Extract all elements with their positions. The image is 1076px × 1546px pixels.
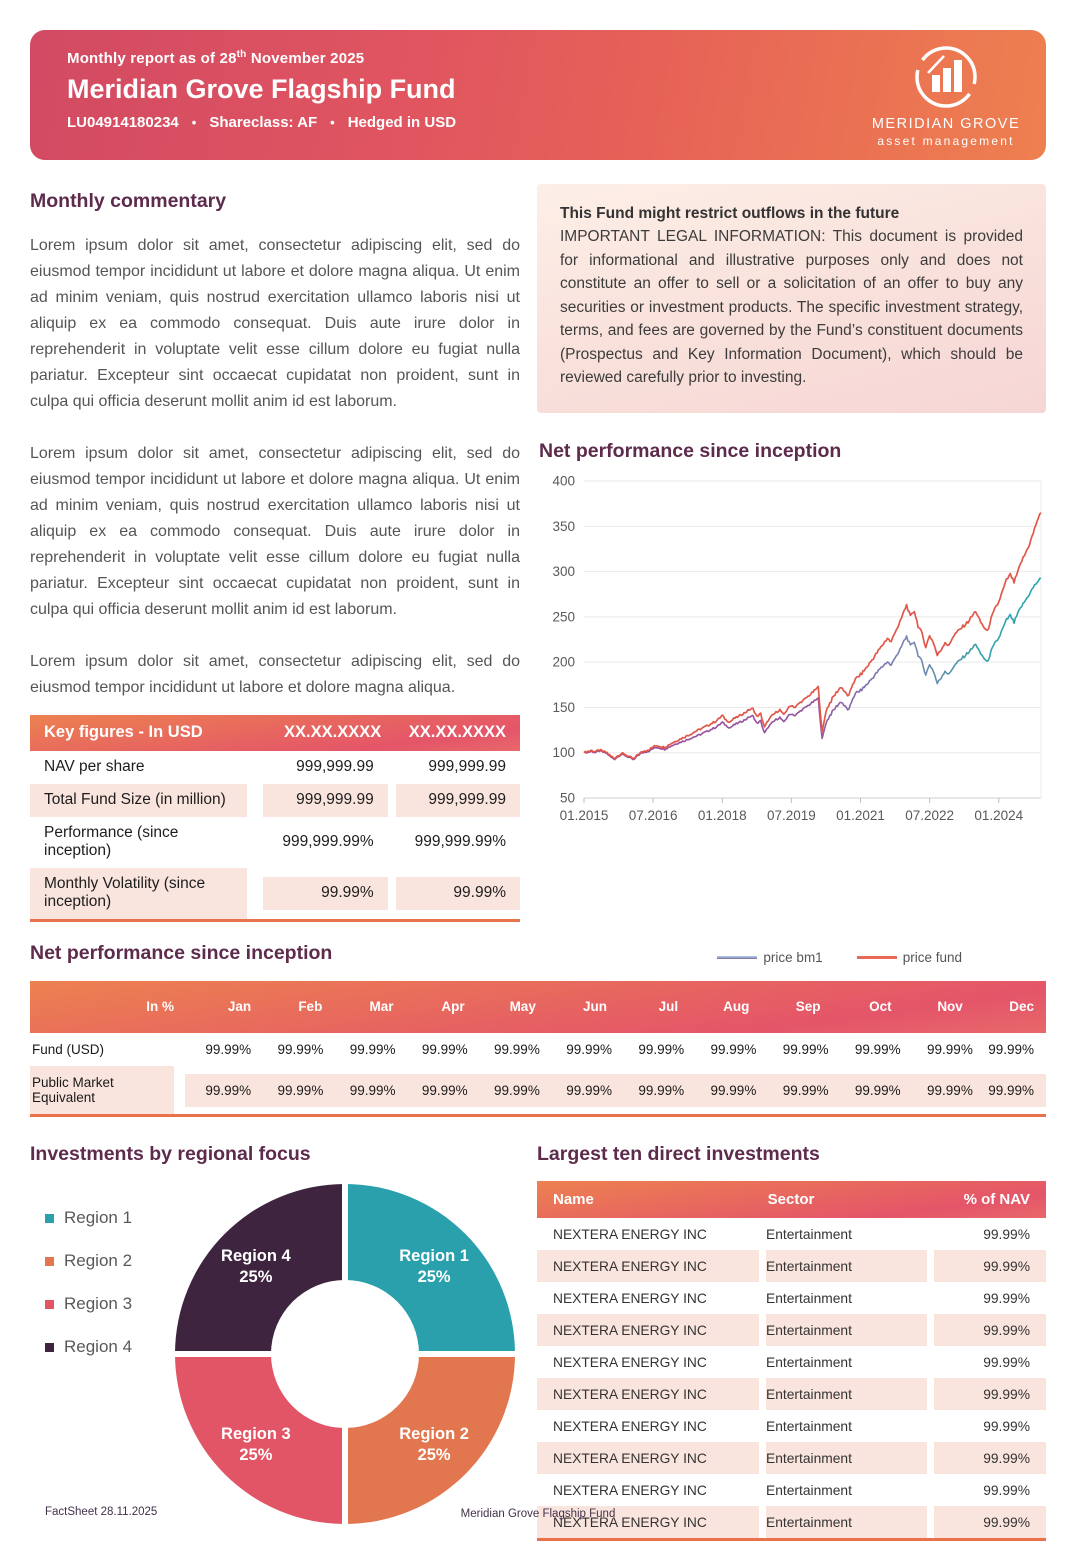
legend-square-icon	[45, 1214, 54, 1223]
monthly-col-month: Mar	[369, 999, 394, 1014]
key-figure-value-1: 999,999.99	[296, 758, 374, 775]
regional-legend-item	[45, 1251, 132, 1271]
key-figure-value-2: 999,999.99	[428, 758, 506, 775]
key-figure-value-1: 999,999.99%	[282, 833, 374, 850]
investment-row	[537, 1250, 1046, 1282]
investment-nav: 99.99%	[983, 1354, 1030, 1370]
monthly-col-month: Oct	[869, 999, 892, 1014]
legend-item-fund	[857, 950, 962, 965]
investment-sector: Entertainment	[766, 1290, 852, 1306]
legend-square-icon	[45, 1257, 54, 1266]
section-title-investments: Largest ten direct investments	[537, 1143, 820, 1165]
donut-slice-label: Region 1 25%	[399, 1246, 469, 1286]
investment-sector: Entertainment	[766, 1482, 852, 1498]
investment-nav: 99.99%	[934, 1378, 1046, 1410]
svg-text:07.2022: 07.2022	[905, 807, 955, 823]
investment-nav: 99.99%	[934, 1314, 1046, 1346]
legend-label-bm1: price bm1	[763, 950, 823, 965]
investment-nav: 99.99%	[983, 1418, 1030, 1434]
key-figures-col-date-1: XX.XX.XXXX	[284, 723, 382, 741]
monthly-performance-section	[0, 942, 1076, 1117]
investment-nav: 99.99%	[983, 1226, 1030, 1242]
key-figures-header	[30, 715, 520, 751]
investments-table	[537, 1181, 1046, 1541]
monthly-return-value: 99.99%	[277, 1042, 324, 1057]
key-figure-label: NAV per share	[44, 758, 145, 775]
bm1-line-swatch-icon	[717, 956, 757, 959]
monthly-return-value: 99.99%	[474, 1074, 552, 1107]
monthly-returns-table	[30, 981, 1046, 1117]
legend-square-icon	[45, 1343, 54, 1352]
legend-square-icon	[45, 1300, 54, 1309]
investment-sector: Entertainment	[766, 1418, 852, 1434]
key-figure-value-2: 999,999.99	[396, 784, 520, 817]
svg-text:01.2015: 01.2015	[559, 807, 609, 823]
monthly-col-month: Jan	[227, 999, 252, 1014]
investment-row	[537, 1442, 1046, 1474]
svg-text:100: 100	[552, 744, 575, 760]
monthly-col-month: Apr	[441, 999, 465, 1014]
investment-row	[537, 1346, 1046, 1378]
monthly-return-value: 99.99%	[927, 1042, 973, 1057]
monthly-return-value: 99.99%	[907, 1074, 985, 1107]
monthly-return-value: 99.99%	[979, 1074, 1046, 1107]
investment-row	[537, 1282, 1046, 1314]
monthly-row-label: Public Market Equivalent	[30, 1066, 174, 1114]
investment-sector: Entertainment	[766, 1442, 927, 1474]
investments-col-sector: Sector	[767, 1190, 815, 1208]
key-figure-label: Monthly Volatility (since inception)	[30, 868, 247, 919]
monthly-return-value: 99.99%	[421, 1042, 468, 1057]
monthly-return-value: 99.99%	[710, 1042, 757, 1057]
monthly-return-value: 99.99%	[401, 1074, 479, 1107]
monthly-return-value: 99.99%	[988, 1042, 1034, 1057]
commentary-paragraph: Lorem ipsum dolor sit amet, consectetur adipiscing elit, sed do eiusmod tempor incididunt ut labore et dolore magna aliqua.	[30, 653, 520, 696]
monthly-col-month: Jun	[582, 999, 607, 1014]
key-figure-value-1: 999,999.99	[263, 784, 387, 817]
legal-notice-box	[537, 184, 1046, 413]
header-banner	[30, 30, 1046, 160]
legal-notice-body: IMPORTANT LEGAL INFORMATION: This document is provided for informational and illustrative purposes only and does not constitute an offer to sell or a solicitation of an offer to buy any securities or investment products. The specific investment strategy, terms, and fees are governed by the Fund’s constituent documents (Prospectus and Key Information Document), which should be reviewed carefully prior to investing.	[560, 228, 1023, 386]
monthly-return-value: 99.99%	[546, 1074, 624, 1107]
monthly-col-month: Sep	[795, 999, 821, 1014]
monthly-return-value: 99.99%	[782, 1042, 829, 1057]
investment-name: NEXTERA ENERGY INC	[537, 1314, 759, 1346]
regional-legend-item	[45, 1294, 132, 1314]
monthly-returns-row	[30, 1066, 1046, 1114]
key-figure-value-2: 99.99%	[396, 877, 520, 910]
donut-slice-label: Region 3 25%	[221, 1425, 291, 1465]
section-title-monthly-performance: Net performance since inception	[30, 942, 333, 964]
bullet-separator-icon: •	[191, 115, 197, 130]
monthly-return-value: 99.99%	[618, 1074, 696, 1107]
monthly-commentary-section	[30, 190, 520, 701]
fund-line-swatch-icon	[857, 956, 897, 959]
svg-text:01.2021: 01.2021	[836, 807, 885, 823]
investment-name: NEXTERA ENERGY INC	[553, 1482, 707, 1498]
investment-sector: Entertainment	[766, 1378, 927, 1410]
svg-text:07.2019: 07.2019	[766, 807, 816, 823]
header-text-block	[30, 30, 456, 160]
regional-legend-item	[45, 1337, 132, 1357]
investments-body	[537, 1218, 1046, 1538]
svg-text:07.2016: 07.2016	[628, 807, 678, 823]
investment-row	[537, 1474, 1046, 1506]
performance-line-chart	[537, 465, 1046, 862]
svg-text:400: 400	[552, 473, 575, 488]
key-figures-row	[30, 784, 520, 817]
key-figures-body	[30, 751, 520, 919]
key-figures-col-date-2: XX.XX.XXXX	[408, 723, 506, 741]
key-figure-value-1: 99.99%	[263, 877, 387, 910]
svg-text:50: 50	[559, 790, 575, 805]
report-date-line	[67, 49, 456, 67]
company-logo	[860, 30, 1046, 160]
report-date-ordinal: th	[236, 49, 247, 60]
monthly-col-month: Aug	[723, 999, 750, 1014]
investment-name: NEXTERA ENERGY INC	[537, 1250, 759, 1282]
investment-nav: 99.99%	[983, 1290, 1030, 1306]
regional-legend-label: Region 1	[64, 1208, 133, 1227]
footer-factsheet-date: FactSheet 28.11.2025	[45, 1506, 158, 1518]
page-footer	[0, 1506, 1076, 1522]
fund-shareclass: Shareclass: AF	[209, 114, 318, 131]
monthly-col-month: Jul	[658, 999, 679, 1014]
monthly-row-label: Fund (USD)	[32, 1042, 105, 1057]
investment-sector: Entertainment	[766, 1250, 927, 1282]
regional-legend-label: Region 2	[64, 1251, 133, 1270]
monthly-return-value: 99.99%	[762, 1074, 840, 1107]
monthly-return-value: 99.99%	[205, 1042, 252, 1057]
regional-legend-item	[45, 1208, 132, 1228]
investment-sector: Entertainment	[766, 1314, 927, 1346]
investment-name: NEXTERA ENERGY INC	[553, 1418, 707, 1434]
monthly-col-month: May	[509, 999, 536, 1014]
monthly-return-value: 99.99%	[566, 1042, 612, 1057]
investment-name: NEXTERA ENERGY INC	[553, 1226, 707, 1242]
monthly-col-inpct: In %	[146, 999, 174, 1014]
investment-nav: 99.99%	[934, 1250, 1046, 1282]
monthly-return-value: 99.99%	[494, 1042, 540, 1057]
monthly-return-value: 99.99%	[638, 1042, 685, 1057]
monthly-return-value: 99.99%	[854, 1042, 901, 1057]
svg-text:200: 200	[552, 654, 575, 670]
monthly-returns-header	[30, 981, 1046, 1033]
monthly-return-value: 99.99%	[834, 1074, 912, 1107]
legal-notice-title: This Fund might restrict outflows in the future	[560, 205, 900, 222]
monthly-col-month: Dec	[1009, 999, 1034, 1014]
report-date-prefix: Monthly report as of 28	[67, 50, 237, 67]
monthly-returns-row	[30, 1033, 1046, 1066]
investment-sector: Entertainment	[766, 1506, 927, 1538]
legend-item-bm1	[717, 950, 822, 965]
investments-col-nav: % of NAV	[963, 1190, 1030, 1208]
section-title-performance-chart: Net performance since inception	[539, 439, 842, 462]
monthly-return-value: 99.99%	[185, 1074, 263, 1107]
investment-name: NEXTERA ENERGY INC	[553, 1290, 707, 1306]
donut-slice-label: Region 2 25%	[399, 1425, 469, 1465]
key-figures-row	[30, 868, 520, 919]
fund-title: Meridian Grove Flagship Fund	[67, 74, 456, 104]
key-figures-table	[30, 715, 520, 922]
fund-meta-line	[67, 114, 456, 131]
commentary-paragraph: Lorem ipsum dolor sit amet, consectetur adipiscing elit, sed do eiusmod tempor incididunt ut labore et dolore magna aliqua. Ut enim ad minim veniam, quis nostrud exercitation ullamco laboris nisi ut aliquip ex ea commodo consequat. Duis aute irure dolor in reprehenderit in voluptate velit esse cillum dolore eu fugiat nulla pariatur. Excepteur sint occaecat cupidatat non proident, sunt in culpa qui officia deserunt mollit anim id est laborum.	[30, 445, 520, 618]
section-title-regional: Investments by regional focus	[30, 1143, 311, 1165]
donut-slice-label: Region 4 25%	[221, 1246, 291, 1286]
investment-nav: 99.99%	[983, 1482, 1030, 1498]
key-figure-label: Performance (since inception)	[44, 824, 179, 859]
investment-name: NEXTERA ENERGY INC	[553, 1354, 707, 1370]
investment-row	[537, 1314, 1046, 1346]
monthly-return-value: 99.99%	[329, 1074, 407, 1107]
legend-label-fund: price fund	[902, 950, 962, 965]
monthly-return-value: 99.99%	[690, 1074, 768, 1107]
logo-icon	[866, 39, 1026, 151]
regional-legend-label: Region 4	[64, 1337, 133, 1356]
investment-name: NEXTERA ENERGY INC	[537, 1442, 759, 1474]
fund-hedging: Hedged in USD	[347, 114, 457, 131]
key-figures-row	[30, 817, 520, 868]
investment-nav: 99.99%	[934, 1506, 1046, 1538]
svg-text:250: 250	[552, 608, 575, 624]
regional-legend	[45, 1208, 132, 1380]
svg-text:01.2018: 01.2018	[697, 807, 747, 823]
regional-donut-chart	[173, 1180, 521, 1533]
monthly-col-month: Nov	[937, 999, 963, 1014]
regional-legend-label: Region 3	[64, 1294, 133, 1313]
key-figures-row	[30, 751, 520, 784]
commentary-paragraph: Lorem ipsum dolor sit amet, consectetur adipiscing elit, sed do eiusmod tempor incididunt ut labore et dolore magna aliqua. Ut enim ad minim veniam, quis nostrud exercitation ullamco laboris nisi ut aliquip ex ea commodo consequat. Duis aute irure dolor in reprehenderit in voluptate velit esse cillum dolore eu fugiat nulla pariatur. Excepteur sint occaecat cupidatat non proident, sunt in culpa qui officia deserunt mollit anim id est laborum.	[30, 237, 520, 410]
investment-nav: 99.99%	[934, 1442, 1046, 1474]
investment-sector: Entertainment	[766, 1354, 852, 1370]
report-date-rest: November 2025	[250, 50, 365, 67]
investment-name: NEXTERA ENERGY INC	[537, 1506, 759, 1538]
key-figure-value-2: 999,999.99%	[414, 833, 506, 850]
investment-name: NEXTERA ENERGY INC	[537, 1378, 759, 1410]
logo-name: MERIDIAN GROVE	[871, 116, 1021, 132]
svg-text:300: 300	[552, 563, 575, 579]
regional-chart-block	[30, 1180, 520, 1532]
monthly-return-value: 99.99%	[257, 1074, 335, 1107]
bullet-separator-icon: •	[330, 115, 335, 130]
monthly-col-month: Feb	[298, 999, 323, 1014]
fund-isin: LU04914180234	[67, 114, 179, 131]
key-figure-label: Total Fund Size (in million)	[30, 784, 247, 817]
monthly-returns-body	[30, 1033, 1046, 1114]
investment-row	[537, 1410, 1046, 1442]
investment-row	[537, 1378, 1046, 1410]
section-title-commentary: Monthly commentary	[30, 190, 227, 212]
investments-col-name: Name	[553, 1190, 594, 1208]
monthly-return-value: 99.99%	[349, 1042, 396, 1057]
key-figures-title: Key figures - In USD	[44, 723, 203, 741]
investments-header	[537, 1181, 1046, 1218]
svg-text:150: 150	[552, 699, 575, 715]
logo-tagline: asset management	[877, 134, 1015, 148]
footer-fund-name: Meridian Grove Flagship Fund	[460, 1508, 616, 1520]
investment-row	[537, 1218, 1046, 1250]
svg-text:350: 350	[552, 518, 575, 534]
svg-text:01.2024: 01.2024	[974, 807, 1024, 823]
chart-legend	[717, 950, 1046, 965]
investment-sector: Entertainment	[766, 1226, 852, 1242]
